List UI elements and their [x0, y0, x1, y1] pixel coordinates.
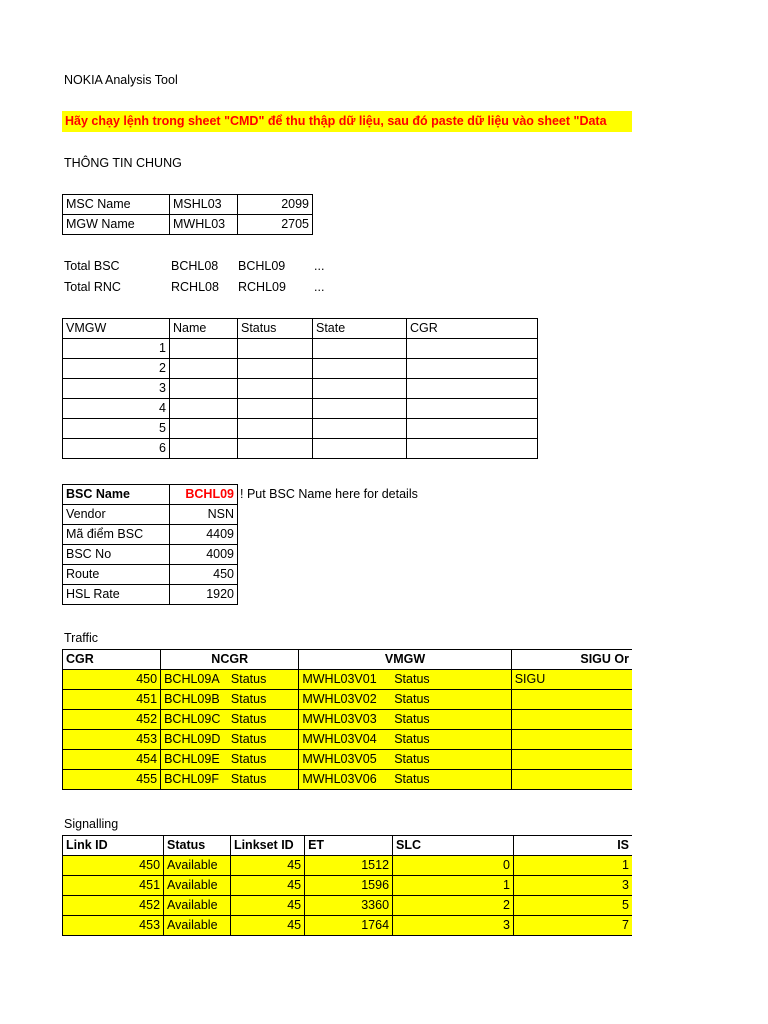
- empty-cell[interactable]: [313, 339, 407, 359]
- vmgw-status-cell[interactable]: Status: [391, 730, 511, 750]
- status-header[interactable]: Status: [238, 319, 313, 339]
- vmgw-status-cell[interactable]: Status: [391, 710, 511, 730]
- table-row: [63, 856, 633, 876]
- empty-cell[interactable]: [313, 439, 407, 459]
- linkset-id-cell[interactable]: 45: [230, 916, 304, 936]
- vmgw-header[interactable]: VMGW: [299, 650, 511, 670]
- table-row: [63, 916, 633, 936]
- link-id-cell[interactable]: 453: [63, 916, 164, 936]
- hsl-rate-label[interactable]: HSL Rate: [63, 585, 170, 605]
- sigu-cell[interactable]: [511, 730, 632, 750]
- empty-cell[interactable]: [313, 359, 407, 379]
- tool-title: NOKIA Analysis Tool: [64, 73, 178, 87]
- total-bsc-item: BCHL08: [171, 259, 219, 273]
- cgr-cell[interactable]: 451: [63, 690, 161, 710]
- table-row: [63, 399, 538, 419]
- mgw-name-label[interactable]: MGW Name: [63, 215, 170, 235]
- vmgw-table: [62, 318, 538, 459]
- empty-cell[interactable]: [313, 399, 407, 419]
- total-rnc-item: RCHL09: [238, 280, 286, 294]
- ncgr-status-cell[interactable]: Status: [228, 710, 299, 730]
- empty-cell[interactable]: [170, 379, 238, 399]
- msc-name-label[interactable]: MSC Name: [63, 195, 170, 215]
- vmgw-status-cell[interactable]: Status: [391, 690, 511, 710]
- bsc-point-code-label[interactable]: Mã điểm BSC: [63, 525, 170, 545]
- sigu-cell[interactable]: [511, 710, 632, 730]
- signalling-table: [62, 835, 632, 936]
- signalling-label: Signalling: [64, 817, 119, 831]
- ncgr-cell[interactable]: BCHL09C: [161, 710, 228, 730]
- table-row: [63, 670, 633, 690]
- hsl-rate-value[interactable]: 1920: [170, 585, 238, 605]
- ncgr-cell[interactable]: BCHL09E: [161, 750, 228, 770]
- vmgw-index[interactable]: 1: [63, 339, 170, 359]
- vmgw-status-cell[interactable]: Status: [391, 770, 511, 790]
- vmgw-cell[interactable]: MWHL03V02: [299, 690, 391, 710]
- vendor-value[interactable]: NSN: [170, 505, 238, 525]
- vmgw-index[interactable]: 2: [63, 359, 170, 379]
- bsc-no-value[interactable]: 4009: [170, 545, 238, 565]
- instruction-banner: Hãy chạy lệnh trong sheet "CMD" để thu thập dữ liệu, sau đó paste dữ liệu vào sheet "Data: [62, 111, 632, 132]
- empty-cell[interactable]: [313, 379, 407, 399]
- linkset-id-cell[interactable]: 45: [230, 856, 304, 876]
- ncgr-cell[interactable]: BCHL09B: [161, 690, 228, 710]
- et-cell[interactable]: 1764: [305, 916, 393, 936]
- table-row: [63, 215, 313, 235]
- total-bsc-more: ...: [314, 259, 325, 273]
- bsc-name-label[interactable]: BSC Name: [63, 485, 170, 505]
- table-row: [63, 750, 633, 770]
- empty-cell[interactable]: [170, 439, 238, 459]
- cgr-header[interactable]: CGR: [63, 650, 161, 670]
- bsc-name-hint: ! Put BSC Name here for details: [240, 487, 418, 501]
- link-status-cell[interactable]: Available: [164, 856, 231, 876]
- slc-cell[interactable]: 1: [393, 876, 514, 896]
- table-row: [63, 339, 538, 359]
- route-label[interactable]: Route: [63, 565, 170, 585]
- table-row: [63, 195, 313, 215]
- empty-cell[interactable]: [238, 399, 313, 419]
- table-row: [63, 359, 538, 379]
- total-rnc-label: Total RNC: [64, 280, 121, 294]
- bsc-name-input[interactable]: BCHL09: [170, 485, 238, 505]
- traffic-label: Traffic: [64, 631, 99, 645]
- et-cell[interactable]: 1512: [305, 856, 393, 876]
- empty-cell[interactable]: [170, 359, 238, 379]
- table-row: [63, 545, 238, 565]
- table-header-row: [63, 319, 538, 339]
- ncgr-status-cell[interactable]: Status: [228, 670, 299, 690]
- slc-cell[interactable]: 2: [393, 896, 514, 916]
- link-status-cell[interactable]: Available: [164, 916, 231, 936]
- ncgr-header[interactable]: NCGR: [161, 650, 299, 670]
- general-info-title: THÔNG TIN CHUNG: [64, 156, 182, 170]
- status-header[interactable]: Status: [164, 836, 231, 856]
- et-header[interactable]: ET: [305, 836, 393, 856]
- ncgr-status-cell[interactable]: Status: [228, 690, 299, 710]
- link-id-cell[interactable]: 451: [63, 876, 164, 896]
- table-row: [63, 419, 538, 439]
- vmgw-cell[interactable]: MWHL03V01: [299, 670, 391, 690]
- empty-cell[interactable]: [170, 399, 238, 419]
- cgr-cell[interactable]: 453: [63, 730, 161, 750]
- empty-cell[interactable]: [238, 419, 313, 439]
- traffic-table: [62, 649, 632, 790]
- sigu-cell[interactable]: SIGU: [511, 670, 632, 690]
- vmgw-cell[interactable]: MWHL03V05: [299, 750, 391, 770]
- is-cell[interactable]: 7: [513, 916, 632, 936]
- link-status-cell[interactable]: Available: [164, 896, 231, 916]
- ncgr-status-cell[interactable]: Status: [228, 770, 299, 790]
- vmgw-index[interactable]: 3: [63, 379, 170, 399]
- vmgw-header[interactable]: VMGW: [63, 319, 170, 339]
- state-header[interactable]: State: [313, 319, 407, 339]
- sigu-header[interactable]: SIGU Or: [511, 650, 632, 670]
- table-header-row: [63, 836, 633, 856]
- empty-cell[interactable]: [407, 379, 538, 399]
- linkset-id-header[interactable]: Linkset ID: [230, 836, 304, 856]
- cgr-cell[interactable]: 452: [63, 710, 161, 730]
- ncgr-cell[interactable]: BCHL09D: [161, 730, 228, 750]
- ncgr-status-cell[interactable]: Status: [228, 730, 299, 750]
- total-bsc-item: BCHL09: [238, 259, 286, 273]
- msc-table: [62, 194, 313, 235]
- total-bsc-label: Total BSC: [64, 259, 120, 273]
- empty-cell[interactable]: [170, 419, 238, 439]
- empty-cell[interactable]: [238, 439, 313, 459]
- link-id-header[interactable]: Link ID: [63, 836, 164, 856]
- total-rnc-item: RCHL08: [171, 280, 219, 294]
- linkset-id-cell[interactable]: 45: [230, 876, 304, 896]
- empty-cell[interactable]: [407, 339, 538, 359]
- table-row: [63, 585, 238, 605]
- name-header[interactable]: Name: [170, 319, 238, 339]
- empty-cell[interactable]: [238, 359, 313, 379]
- table-row: [63, 896, 633, 916]
- et-cell[interactable]: 3360: [305, 896, 393, 916]
- cgr-header[interactable]: CGR: [407, 319, 538, 339]
- table-row: [63, 876, 633, 896]
- is-cell[interactable]: 1: [513, 856, 632, 876]
- link-id-cell[interactable]: 452: [63, 896, 164, 916]
- link-status-cell[interactable]: Available: [164, 876, 231, 896]
- table-row: [63, 439, 538, 459]
- vmgw-status-cell[interactable]: Status: [391, 750, 511, 770]
- bsc-point-code-value[interactable]: 4409: [170, 525, 238, 545]
- table-header-row: [63, 650, 633, 670]
- vmgw-cell[interactable]: MWHL03V06: [299, 770, 391, 790]
- table-row: [63, 565, 238, 585]
- slc-header[interactable]: SLC: [393, 836, 514, 856]
- msc-code-value[interactable]: 2099: [238, 195, 313, 215]
- link-id-cell[interactable]: 450: [63, 856, 164, 876]
- ncgr-cell[interactable]: BCHL09F: [161, 770, 228, 790]
- table-row: [63, 710, 633, 730]
- empty-cell[interactable]: [170, 339, 238, 359]
- empty-cell[interactable]: [407, 419, 538, 439]
- table-row: [63, 505, 238, 525]
- total-rnc-more: ...: [314, 280, 325, 294]
- vmgw-index[interactable]: 6: [63, 439, 170, 459]
- empty-cell[interactable]: [407, 359, 538, 379]
- route-value[interactable]: 450: [170, 565, 238, 585]
- cgr-cell[interactable]: 450: [63, 670, 161, 690]
- table-row: [63, 379, 538, 399]
- table-row: [63, 485, 238, 505]
- msc-name-value[interactable]: MSHL03: [170, 195, 238, 215]
- table-row: [63, 770, 633, 790]
- slc-cell[interactable]: 3: [393, 916, 514, 936]
- empty-cell[interactable]: [407, 439, 538, 459]
- sigu-cell[interactable]: [511, 750, 632, 770]
- vendor-label[interactable]: Vendor: [63, 505, 170, 525]
- linkset-id-cell[interactable]: 45: [230, 896, 304, 916]
- bsc-no-label[interactable]: BSC No: [63, 545, 170, 565]
- vmgw-status-cell[interactable]: Status: [391, 670, 511, 690]
- vmgw-cell[interactable]: MWHL03V04: [299, 730, 391, 750]
- mgw-code-value[interactable]: 2705: [238, 215, 313, 235]
- empty-cell[interactable]: [238, 339, 313, 359]
- empty-cell[interactable]: [238, 379, 313, 399]
- is-cell[interactable]: 5: [513, 896, 632, 916]
- vmgw-index[interactable]: 5: [63, 419, 170, 439]
- vmgw-index[interactable]: 4: [63, 399, 170, 419]
- slc-cell[interactable]: 0: [393, 856, 514, 876]
- sigu-cell[interactable]: [511, 770, 632, 790]
- ncgr-cell[interactable]: BCHL09A: [161, 670, 228, 690]
- table-row: [63, 525, 238, 545]
- et-cell[interactable]: 1596: [305, 876, 393, 896]
- sigu-cell[interactable]: [511, 690, 632, 710]
- is-cell[interactable]: 3: [513, 876, 632, 896]
- empty-cell[interactable]: [313, 419, 407, 439]
- bsc-detail-table: [62, 484, 238, 605]
- ncgr-status-cell[interactable]: Status: [228, 750, 299, 770]
- is-header[interactable]: IS: [513, 836, 632, 856]
- empty-cell[interactable]: [407, 399, 538, 419]
- table-row: [63, 690, 633, 710]
- cgr-cell[interactable]: 454: [63, 750, 161, 770]
- table-row: [63, 730, 633, 750]
- vmgw-cell[interactable]: MWHL03V03: [299, 710, 391, 730]
- mgw-name-value[interactable]: MWHL03: [170, 215, 238, 235]
- cgr-cell[interactable]: 455: [63, 770, 161, 790]
